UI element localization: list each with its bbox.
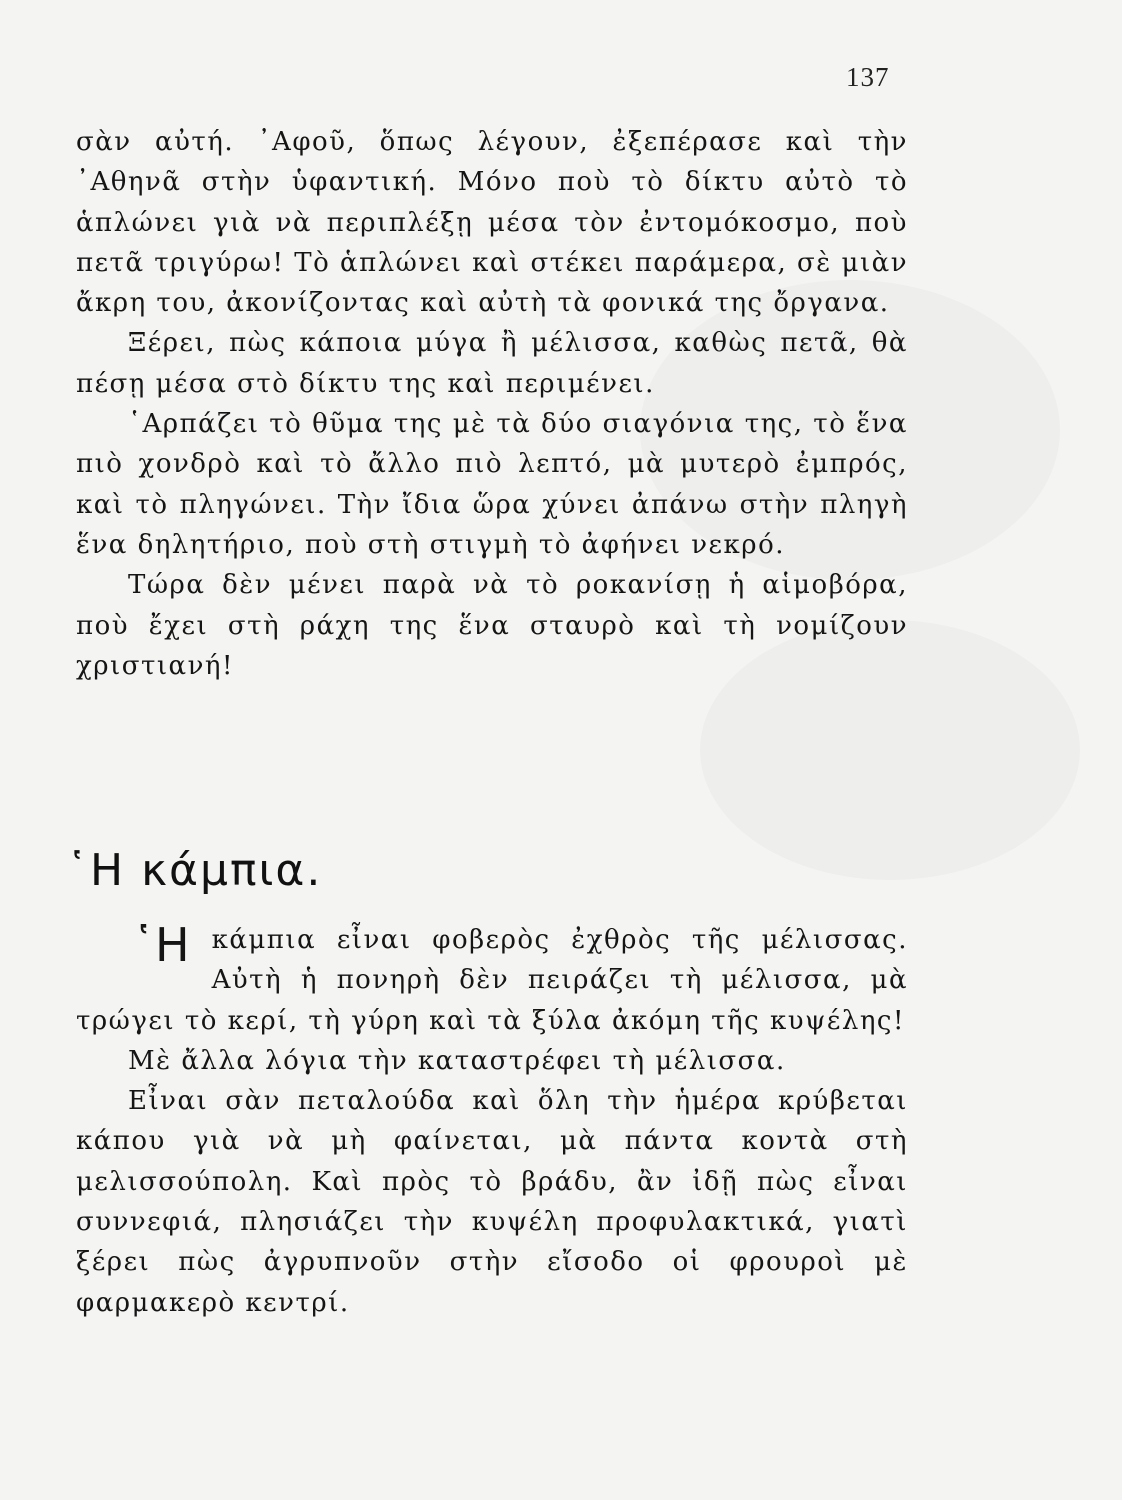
- page-number: 137: [846, 62, 890, 92]
- paragraph: σὰν αὐτή. ᾿Αφοῦ, ὅπως λέγουν, ἐξεπέρασε καὶ τὴν ᾿Αθηνᾶ στὴν ὑφαντική. Μόνο ποὺ τὸ δίκτυ αὐτὸ τὸ ἁπλώνει γιὰ νὰ περιπλέξῃ μέσα τὸν ἐντομόκοσμο, ποὺ πετᾶ τριγύρω! Τὸ ἁπλώνει καὶ στέκει παράμερα, σὲ μιὰν ἄκρη του, ἀκονίζοντας καὶ αὐτὴ τὰ φονικά της ὄργανα.: [76, 127, 908, 319]
- paragraph: Ξέρει, πὼς κάποια μύγα ἢ μέλισσα, καθὼς πετᾶ, θὰ πέσῃ μέσα στὸ δίκτυ της καὶ περιμένει.: [76, 328, 908, 399]
- paragraph: Μὲ ἄλλα λόγια τὴν καταστρέφει τὴ μέλισσα.: [128, 1045, 786, 1076]
- bottom-text-block: [76, 920, 908, 1323]
- section-heading: ῾Η κάμπια.: [66, 844, 323, 896]
- top-text-block: [76, 122, 908, 686]
- paragraph: Τώρα δὲν μένει παρὰ νὰ τὸ ροκανίσῃ ἡ αἱμοβόρα, ποὺ ἔχει στὴ ράχη της ἕνα σταυρὸ καὶ τὴ νομίζουν χριστιανή!: [76, 570, 908, 681]
- paragraph-with-dropcap: [76, 920, 908, 1041]
- paragraph: Εἶναι σὰν πεταλούδα καὶ ὅλη τὴν ἡμέρα κρύβεται κάπου γιὰ νὰ μὴ φαίνεται, μὰ πάντα κοντὰ στὴ μελισσούπολη. Καὶ πρὸς τὸ βράδυ, ἂν ἰδῇ πὼς εἶναι συννεφιά, πλησιάζει τὴν κυψέλη προφυλακτικά, γιατὶ ξέρει πὼς ἀγρυπνοῦν στὴν εἴσοδο οἱ φρουροὶ μὲ φαρμακερὸ κεντρί.: [76, 1086, 908, 1318]
- drop-cap: ῾Η: [132, 918, 190, 972]
- paragraph-text: κάμπια εἶναι φοβερὸς ἐχθρὸς τῆς μέλισσας. Αὐτὴ ἡ πονηρὴ δὲν πειράζει τὴ μέλισσα, μὰ τρώγει τὸ κερί, τὴ γύρη καὶ τὰ ξύλα ἀκόμη τῆς κυψέλης!: [76, 925, 908, 1036]
- paragraph: ῾Αρπάζει τὸ θῦμα της μὲ τὰ δύο σιαγόνια της, τὸ ἕνα πιὸ χονδρὸ καὶ τὸ ἄλλο πιὸ λεπτό, μὰ μυτερὸ ἐμπρός, καὶ τὸ πληγώνει. Τὴν ἴδια ὥρα χύνει ἀπάνω στὴν πληγὴ ἕνα δηλητήριο, ποὺ στὴ στιγμὴ τὸ ἀφήνει νεκρό.: [76, 409, 908, 560]
